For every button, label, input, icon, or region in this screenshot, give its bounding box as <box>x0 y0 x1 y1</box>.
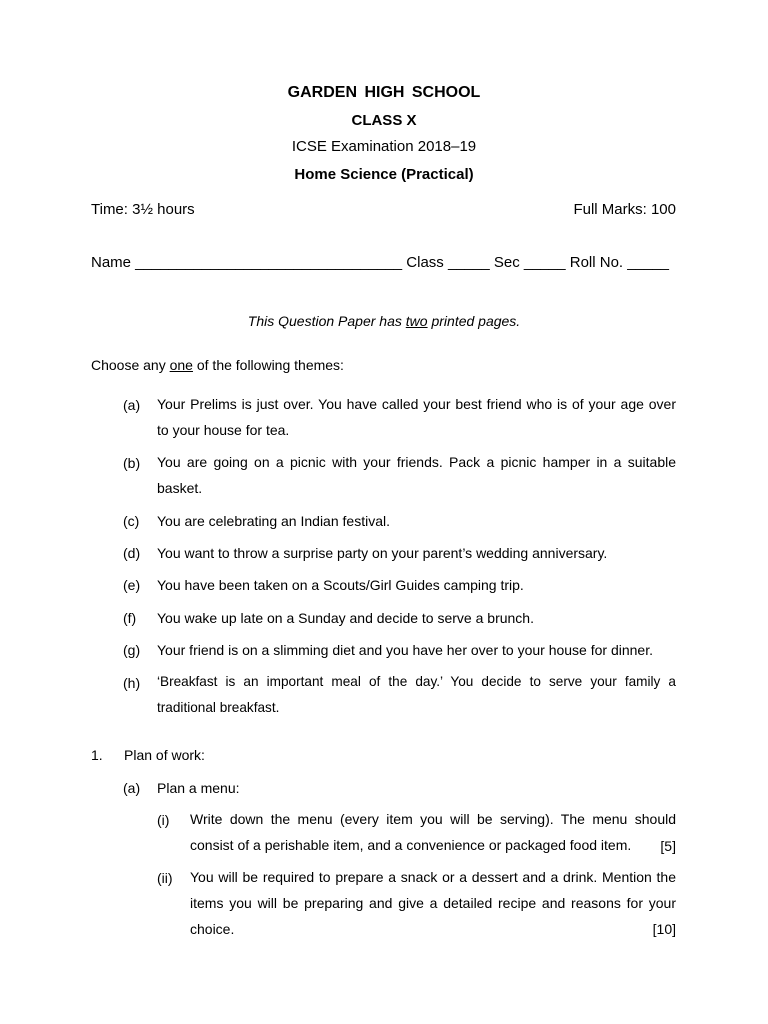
theme-text: Your friend is on a slimming diet and you have her over to your house for dinner. <box>157 642 653 658</box>
school-name: GARDEN HIGH SCHOOL <box>287 84 481 101</box>
sub-question-label: (i) <box>157 812 170 828</box>
theme-text: Your Prelims is just over. You have called your best friend who is of your age over to your house for tea. <box>157 396 676 438</box>
theme-label: (h) <box>123 675 141 691</box>
theme-text: You are celebrating an Indian festival. <box>157 513 390 529</box>
class-heading: CLASS X <box>351 112 417 129</box>
instruction-text-end: of the following themes: <box>192 357 344 373</box>
question-title: Plan of work: <box>124 747 205 763</box>
pages-note-text-end: printed pages. <box>427 313 521 329</box>
theme-label: (g) <box>123 642 141 658</box>
pages-note <box>0 313 768 329</box>
pages-note-text: This Question Paper has <box>247 313 406 329</box>
theme-text: ‘Breakfast is an important meal of the day.’ You decide to serve your family a traditional breakfast. <box>157 674 676 715</box>
full-marks: Full Marks: 100 <box>573 201 676 218</box>
marks: [10] <box>652 921 676 937</box>
sub-question-text: You will be required to prepare a snack or a dessert and a drink. Mention the items you will be preparing and give a detailed recipe and reasons for your choice. <box>190 869 676 937</box>
sub-question-label: (ii) <box>157 870 173 886</box>
instruction-emphasis: one <box>169 357 193 373</box>
theme-text: You are going on a picnic with your friends. Pack a picnic hamper in a suitable basket. <box>157 454 676 496</box>
theme-label: (f) <box>123 610 137 626</box>
part-label: (a) <box>123 780 141 796</box>
theme-text: You wake up late on a Sunday and decide to serve a brunch. <box>157 610 534 626</box>
theme-text: You have been taken on a Scouts/Girl Guides camping trip. <box>157 577 524 593</box>
theme-label: (e) <box>123 577 141 593</box>
part-title: Plan a menu: <box>157 780 240 796</box>
sub-question-text: Write down the menu (every item you will be serving). The menu should consist of a perishable item, and a convenience or packaged food item. <box>190 811 676 853</box>
instruction <box>91 357 344 373</box>
instruction-text: Choose any <box>91 357 170 373</box>
name-class-roll-line: Name ________________________________ Class _____ Sec _____ Roll No. _____ <box>91 254 669 271</box>
theme-label: (c) <box>123 513 140 529</box>
theme-label: (a) <box>123 397 141 413</box>
exam-heading: ICSE Examination 2018–19 <box>291 138 477 155</box>
subject-heading: Home Science (Practical) <box>294 166 474 183</box>
marks: [5] <box>660 838 676 854</box>
pages-note-count: two <box>405 313 428 329</box>
theme-label: (d) <box>123 545 141 561</box>
theme-text: You want to throw a surprise party on your parent’s wedding anniversary. <box>157 545 608 561</box>
time-allowed: Time: 3½ hours <box>91 201 195 218</box>
question-number: 1. <box>91 747 103 763</box>
theme-label: (b) <box>123 455 141 471</box>
